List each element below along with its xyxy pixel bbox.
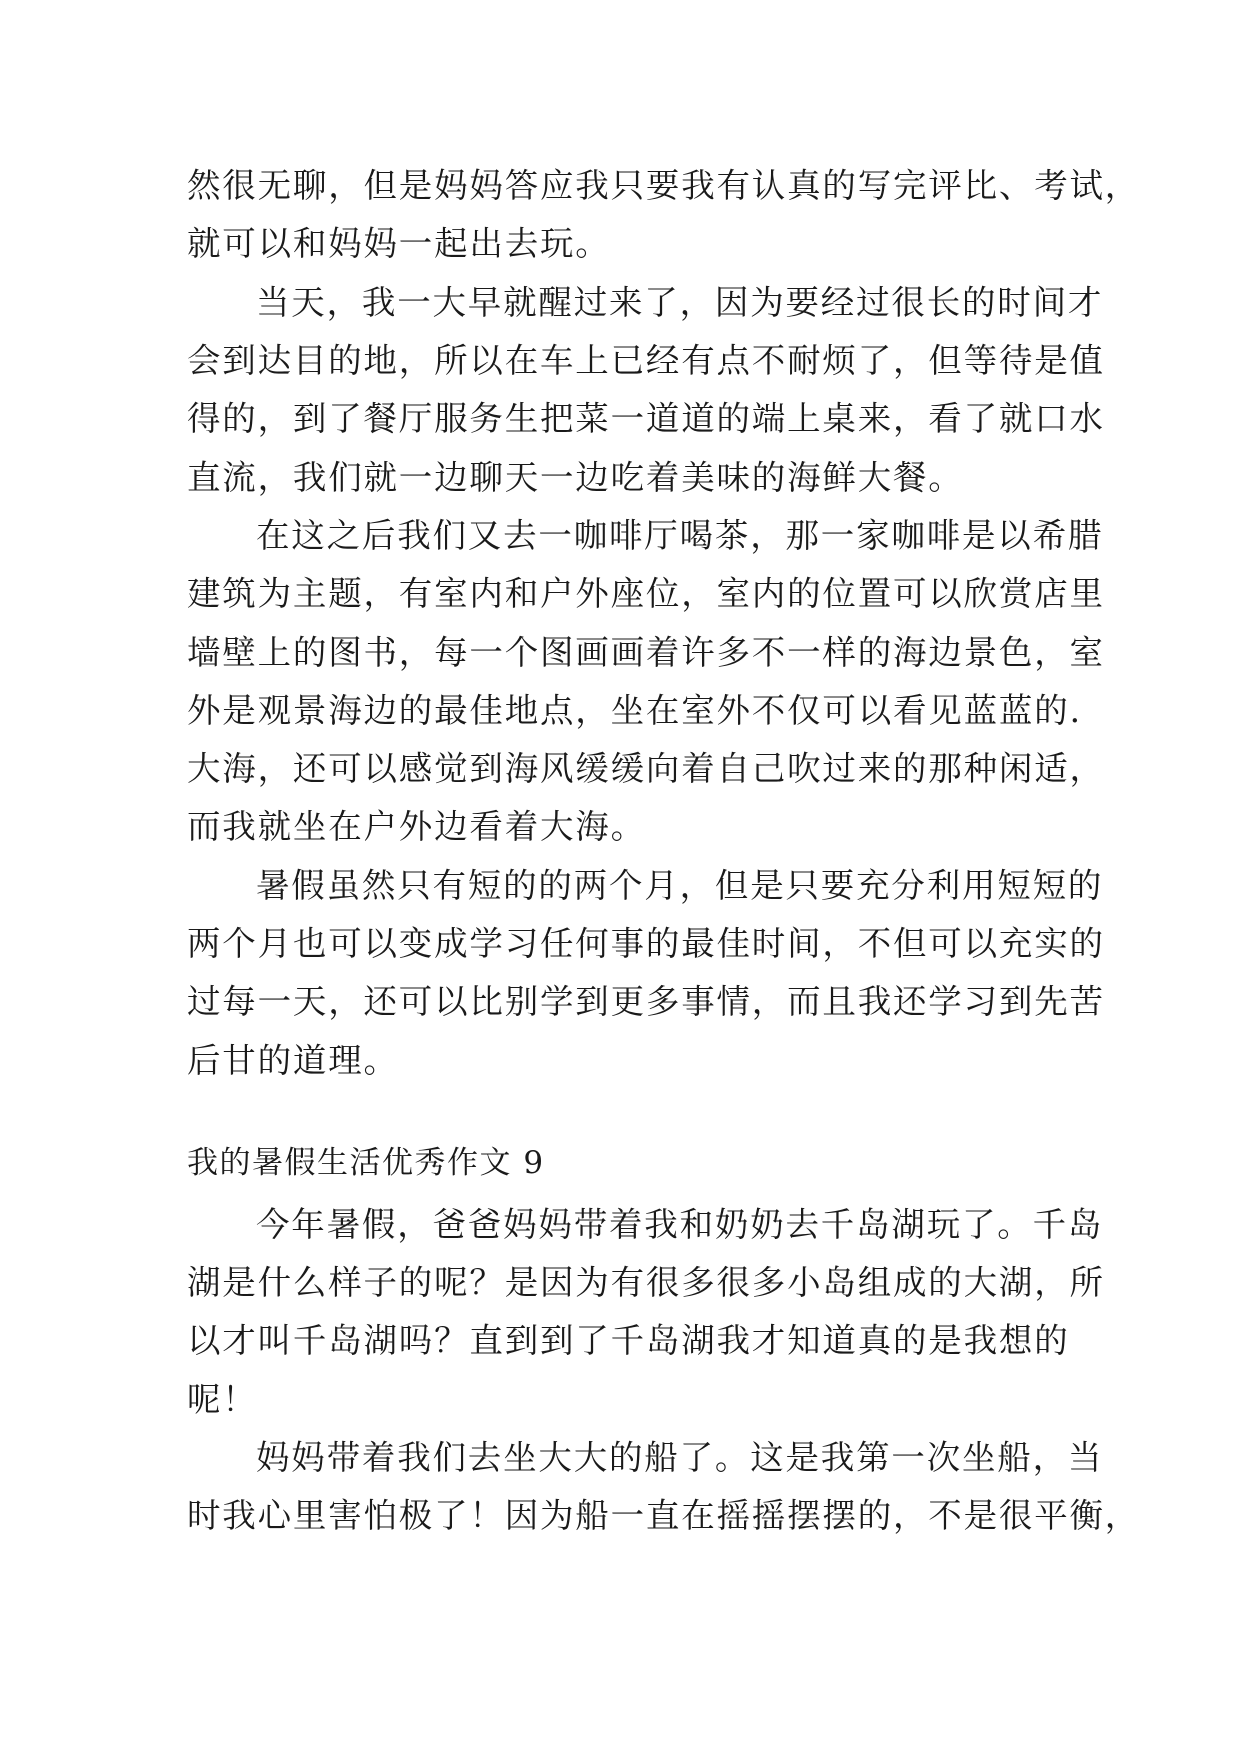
text-line: 后甘的道理。 — [187, 1041, 399, 1080]
section-heading: 我的暑假生活优秀作文 9 — [187, 1145, 545, 1181]
text-line: 在这之后我们又去一咖啡厅喝茶，那一家咖啡是以希腊 — [256, 516, 1104, 555]
text-line: 得的，到了餐厅服务生把菜一道道的端上桌来，看了就口水 — [187, 399, 1105, 438]
text-line: 大海，还可以感觉到海风缓缓向着自己吹过来的那种闲适， — [187, 749, 1105, 788]
text-line: 当天，我一大早就醒过来了，因为要经过很长的时间才 — [256, 283, 1104, 322]
text-line: 暑假虽然只有短的的两个月，但是只要充分利用短短的 — [256, 866, 1104, 905]
text-line: 妈妈带着我们去坐大大的船了。这是我第一次坐船，当 — [256, 1438, 1104, 1477]
text-line: 然很无聊，但是妈妈答应我只要我有认真的写完评比、考试， — [187, 166, 1141, 205]
text-line: 而我就坐在户外边看着大海。 — [187, 807, 646, 846]
text-line: 会到达目的地，所以在车上已经有点不耐烦了，但等待是值 — [187, 341, 1105, 380]
text-line: 今年暑假，爸爸妈妈带着我和奶奶去千岛湖玩了。千岛 — [256, 1205, 1104, 1244]
text-line: 外是观景海边的最佳地点，坐在室外不仅可以看见蓝蓝的. — [187, 691, 1082, 730]
text-line: 以才叫千岛湖吗？直到到了千岛湖我才知道真的是我想的 — [187, 1321, 1070, 1360]
text-line: 过每一天，还可以比别学到更多事情，而且我还学习到先苦 — [187, 982, 1105, 1021]
text-line: 两个月也可以变成学习任何事的最佳时间，不但可以充实的 — [187, 924, 1105, 963]
text-line: 呢！ — [187, 1380, 258, 1419]
text-line: 建筑为主题，有室内和户外座位，室内的位置可以欣赏店里 — [187, 574, 1105, 613]
text-line: 就可以和妈妈一起出去玩。 — [187, 224, 611, 263]
text-line: 直流，我们就一边聊天一边吃着美味的海鲜大餐。 — [187, 458, 964, 497]
text-line: 墙壁上的图书，每一个图画画着许多不一样的海边景色，室 — [187, 633, 1105, 672]
text-line: 时我心里害怕极了！因为船一直在摇摇摆摆的，不是很平衡， — [187, 1496, 1141, 1535]
text-line: 湖是什么样子的呢？是因为有很多很多小岛组成的大湖，所 — [187, 1263, 1105, 1302]
